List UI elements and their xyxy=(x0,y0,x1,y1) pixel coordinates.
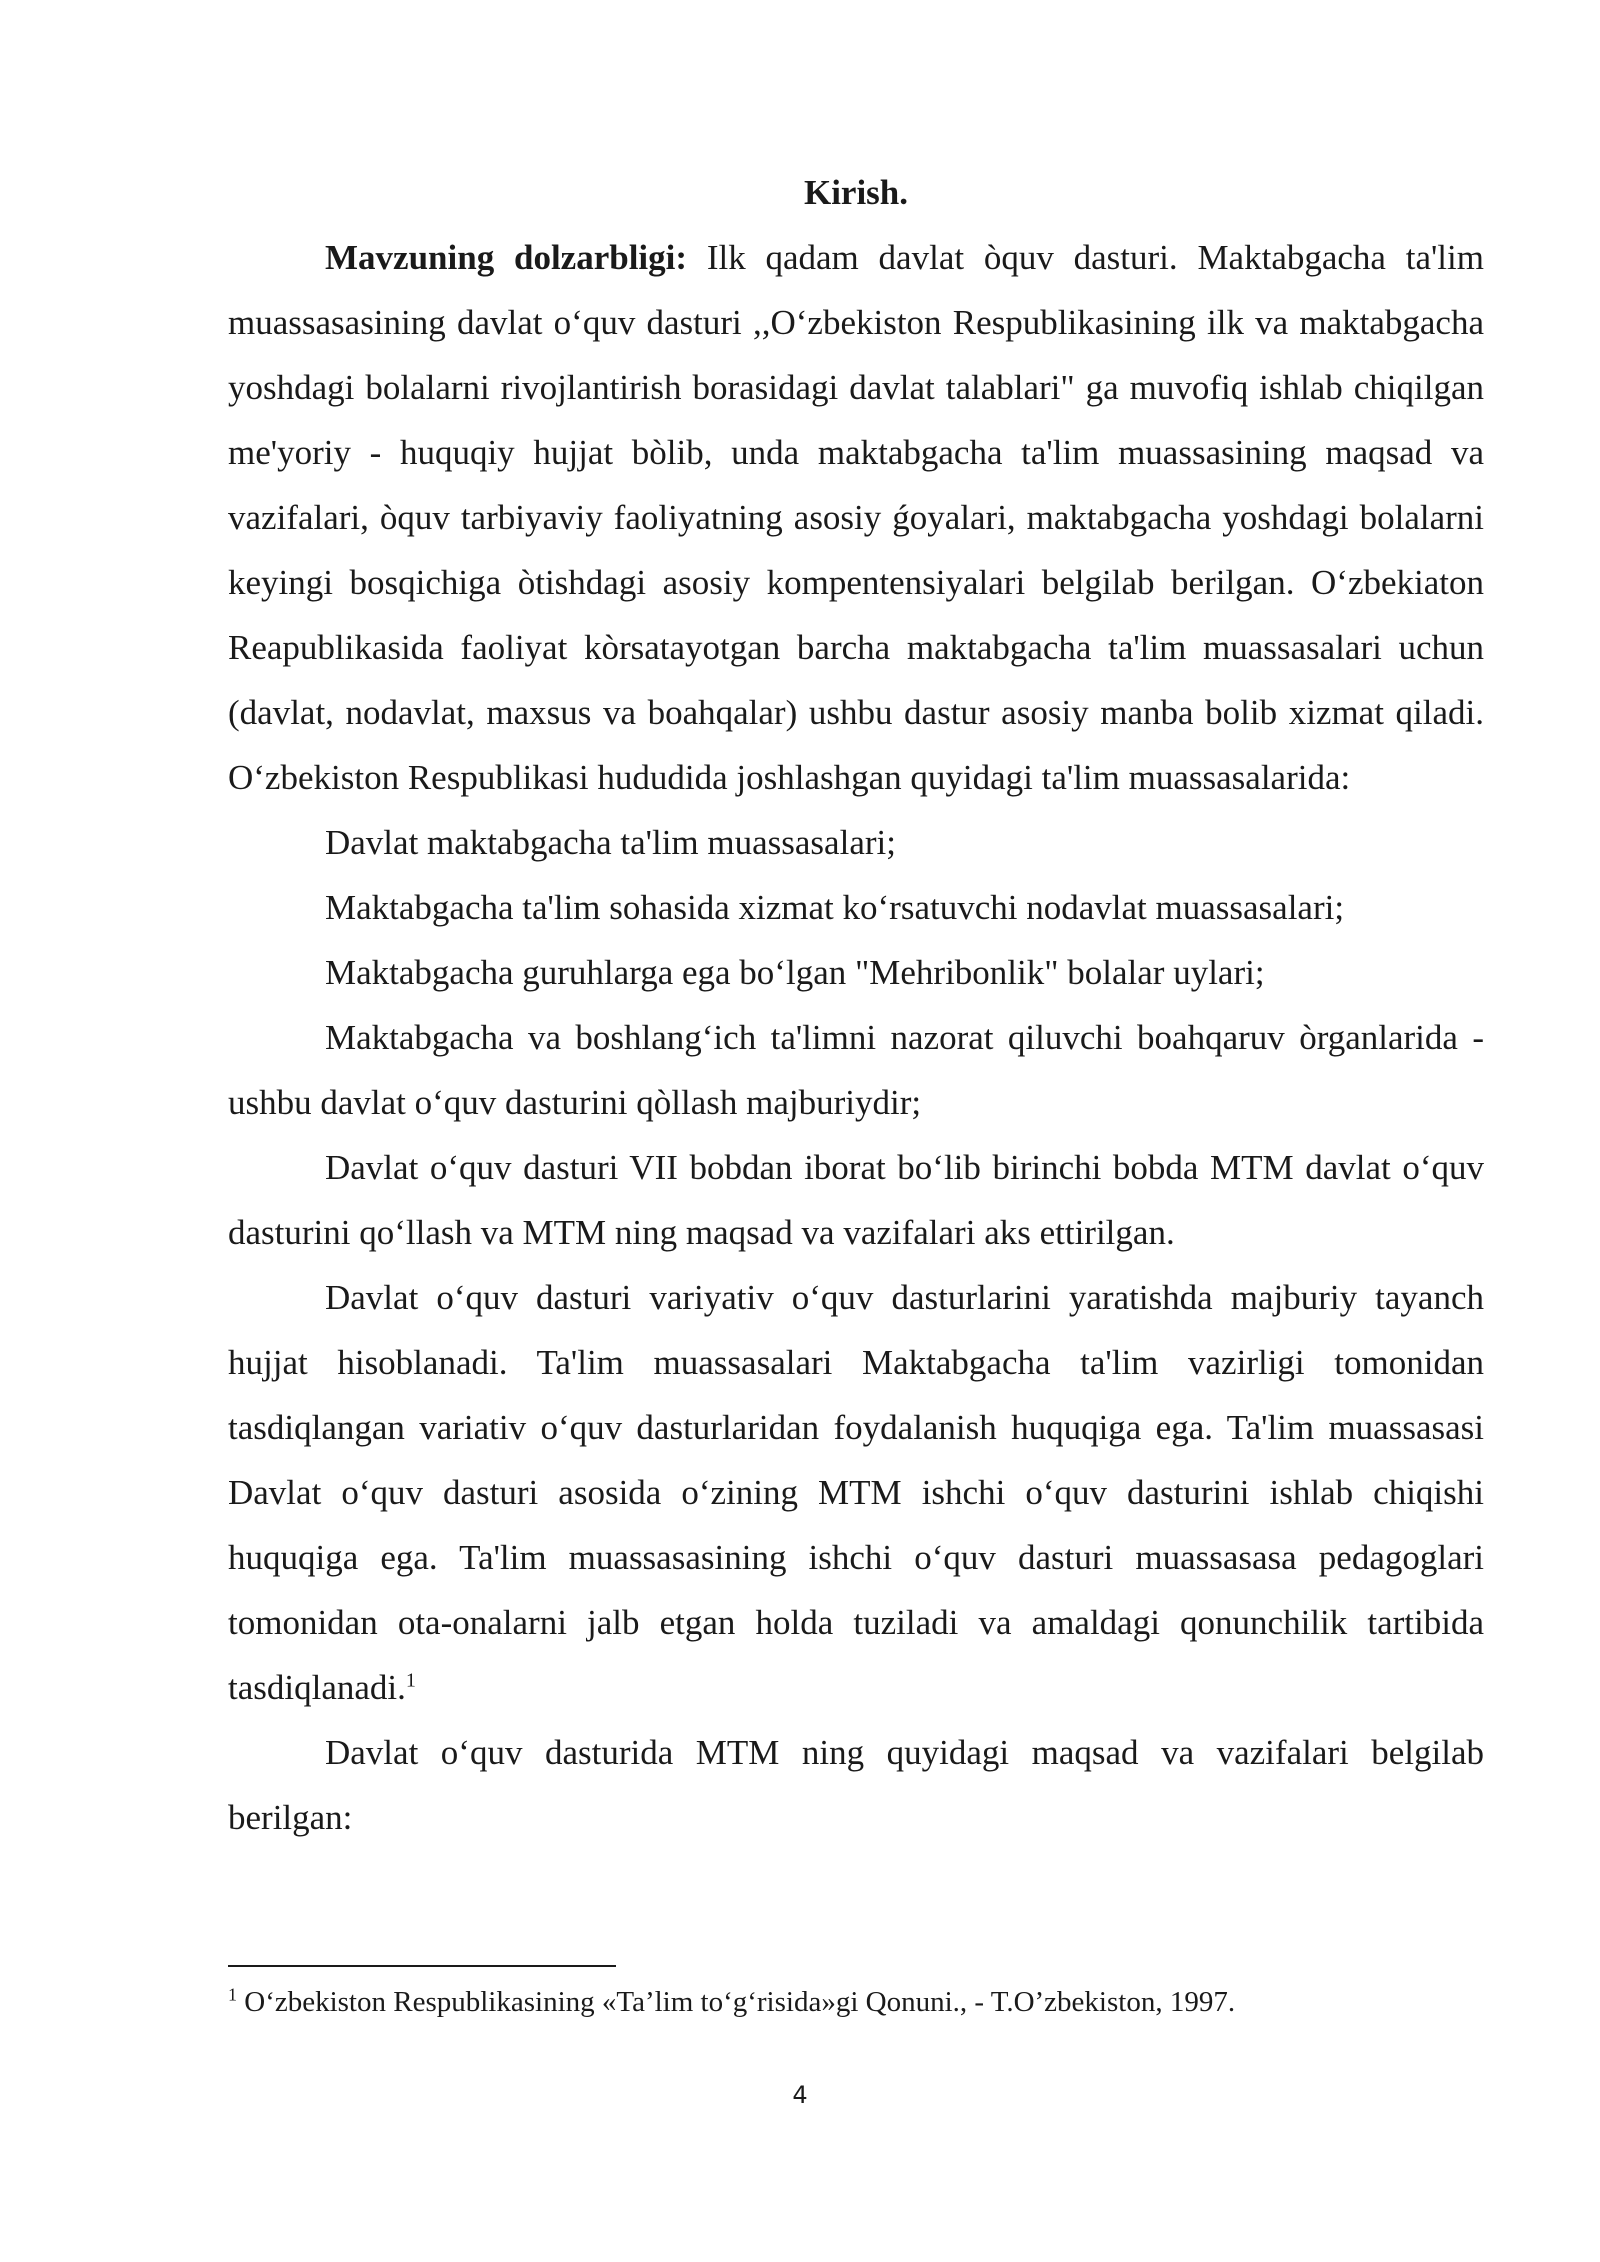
section-title: Kirish. xyxy=(803,173,909,212)
footnote-number: 1 xyxy=(228,1984,237,2005)
footnote-divider xyxy=(228,1965,616,1967)
list-item: Maktabgacha va boshlang‘ich ta'limni nazorat qiluvchi boahqaruv òrganlarida - ushbu davlat o‘quv dasturini qòllash majburiydir; xyxy=(228,1018,1484,1122)
list-item: Maktabgacha guruhlarga ega bo‘lgan "Mehribonlik" bolalar uylari; xyxy=(325,953,1265,992)
footnote-text: O‘zbekiston Respublikasining «Ta’lim to‘g‘risida»gi Qonuni., - T.O’zbekiston, 1997. xyxy=(237,1986,1236,2018)
footnote-reference[interactable]: 1 xyxy=(405,1669,416,1692)
footnote xyxy=(228,1982,1484,2022)
intro-text: Ilk qadam davlat òquv dasturi. Maktabgacha ta'lim muassasasining davlat o‘quv dasturi ,,O‘zbekiston Respublikasining ilk va maktabgacha yoshdagi bolalarni rivojlantirish borasidagi davlat talablari" ga muvofiq ishlab chiqilgan me'yoriy - huquqiy hujjat bòlib, unda maktabgacha ta'lim muassasining maqsad va vazifalari, òquv tarbiyaviy faoliyatning asosiy ǵoyalari, maktabgacha yoshdagi bolalarni keyingi bosqichiga òtishdagi asosiy kompentensiyalari belgilab berilgan. O‘zbekiaton Reapublikasida faoliyat kòrsatayotgan barcha maktabgacha ta'lim muassasalari uchun (davlat, nodavlat, maxsus va boahqalar) ushbu dastur asosiy manba bolib xizmat qiladi. O‘zbekiston Respublikasi hududida joshlashgan quyidagi ta'lim muassasalarida: xyxy=(228,238,1484,797)
intro-paragraph xyxy=(228,225,1484,810)
variative-text: Davlat o‘quv dasturi variyativ o‘quv dasturlarini yaratishda majburiy tayanch hujjat hisoblanadi. Ta'lim muassasalari Maktabgacha ta'lim vazirligi tomonidan tasdiqlangan variativ o‘quv dasturlaridan foydalanish huquqiga ega. Ta'lim muassasasi Davlat o‘quv dasturi asosida o‘zining MTM ishchi o‘quv dasturini ishlab chiqishi huquqiga ega. Ta'lim muassasasining ishchi o‘quv dasturi muassasasa pedagoglari tomonidan ota-onalarni jalb etgan holda tuziladi va amaldagi qonunchilik tartibida tasdiqlanadi. xyxy=(228,1278,1484,1707)
goals-paragraph: Davlat o‘quv dasturida MTM ning quyidagi maqsad va vazifalari belgilab berilgan: xyxy=(228,1733,1484,1837)
list-item: Maktabgacha ta'lim sohasida xizmat ko‘rsatuvchi nodavlat muassasalari; xyxy=(325,888,1345,927)
document-body xyxy=(228,160,1484,1850)
intro-label: Mavzuning dolzarbligi: xyxy=(325,238,688,277)
variative-paragraph xyxy=(228,1265,1484,1720)
page-number: 4 xyxy=(792,2081,808,2109)
chapters-paragraph: Davlat o‘quv dasturi VII bobdan iborat bo‘lib birinchi bobda MTM davlat o‘quv dasturini qo‘llash va MTM ning maqsad va vazifalari aks ettirilgan. xyxy=(228,1148,1484,1252)
list-item: Davlat maktabgacha ta'lim muassasalari; xyxy=(325,823,896,862)
